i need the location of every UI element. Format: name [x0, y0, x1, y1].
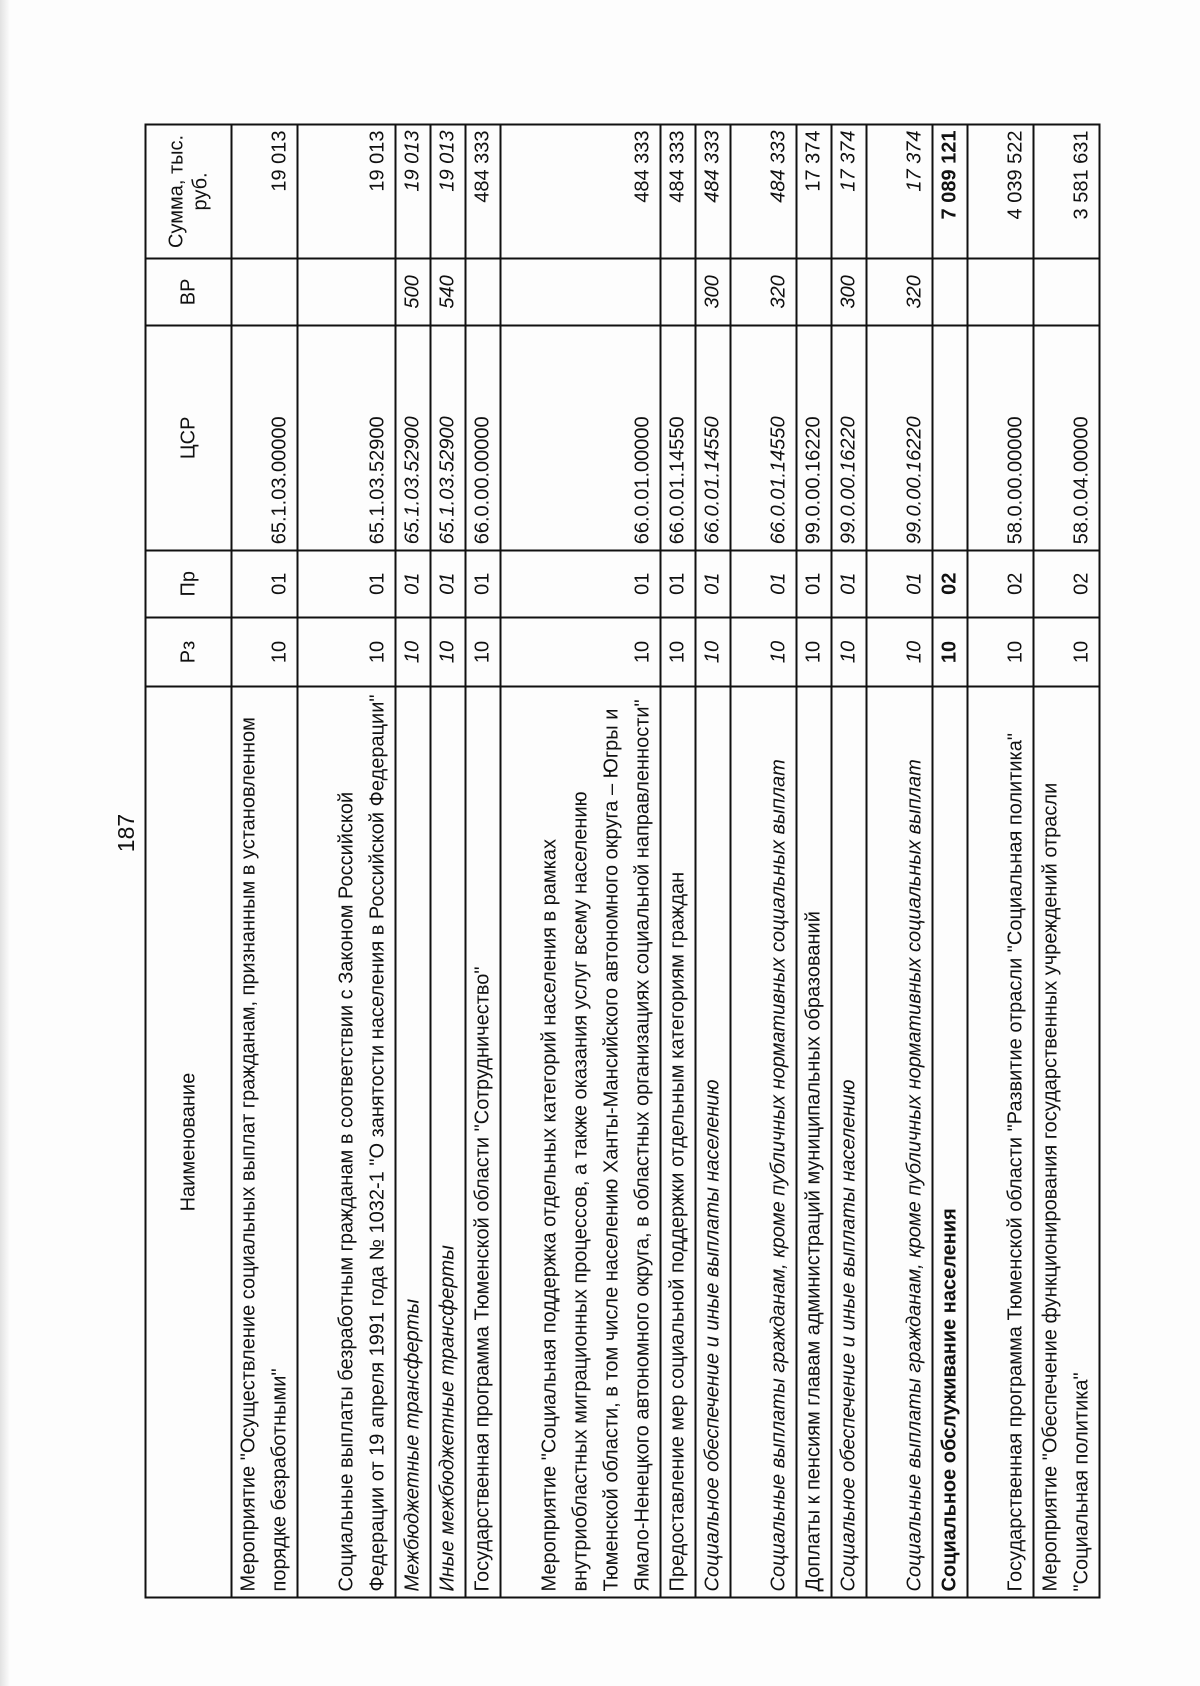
cell-rz: 10: [696, 617, 731, 686]
cell-name: Доплаты к пенсиям главам администраций муниципальных образований: [797, 687, 832, 1598]
cell-sum: 7 089 121: [933, 125, 968, 259]
cell-name: Государственная программа Тюменской области "Развитие отрасли "Социальная политика": [968, 687, 1034, 1598]
cell-pr: 01: [298, 550, 396, 617]
cell-name: Социальные выплаты гражданам, кроме публичных нормативных социальных выплат: [731, 687, 797, 1598]
header-pr: Пр: [146, 550, 232, 617]
table-row: [968, 125, 1034, 1598]
cell-name: Иные межбюджетные трансферты: [431, 687, 466, 1598]
table-row: [832, 125, 867, 1598]
cell-csr: 99.0.00.16220: [867, 325, 933, 550]
cell-rz: 10: [731, 617, 797, 686]
table-row: [431, 125, 466, 1598]
table-row: [396, 125, 431, 1598]
cell-rz: 10: [797, 617, 832, 686]
table-row: [1034, 125, 1100, 1598]
cell-pr: 01: [396, 550, 431, 617]
cell-csr: 66.0.01.14550: [731, 325, 797, 550]
cell-vr: [1034, 258, 1100, 325]
cell-rz: 10: [501, 617, 661, 686]
cell-csr: 65.1.03.52900: [431, 325, 466, 550]
table-row: [731, 125, 797, 1598]
cell-pr: 01: [797, 550, 832, 617]
budget-table: [145, 124, 1101, 1599]
cell-rz: 10: [396, 617, 431, 686]
cell-sum: 19 013: [232, 125, 298, 259]
table-header-row: [146, 125, 232, 1598]
cell-csr: 58.0.04.00000: [1034, 325, 1100, 550]
cell-csr: 65.1.03.52900: [298, 325, 396, 550]
cell-sum: 484 333: [696, 125, 731, 259]
cell-name: Социальные выплаты безработным гражданам в соответствии с Законом Российской Федерации от 19 апреля 1991 года № 1032-1 "О занятости населения в Российской Федерации": [298, 687, 396, 1598]
cell-name: Предоставление мер социальной поддержки отдельным категориям граждан: [661, 687, 696, 1598]
cell-csr: 66.0.01.14550: [661, 325, 696, 550]
table-row: [797, 125, 832, 1598]
budget-table-rotated: [145, 124, 1093, 1599]
cell-pr: 01: [731, 550, 797, 617]
cell-pr: 01: [431, 550, 466, 617]
cell-sum: 17 374: [797, 125, 832, 259]
cell-vr: 500: [396, 258, 431, 325]
cell-name: Социальное обеспечение и иные выплаты населению: [832, 687, 867, 1598]
cell-rz: 10: [832, 617, 867, 686]
header-vr: ВР: [146, 258, 232, 325]
header-csr: ЦСР: [146, 325, 232, 550]
cell-name: Мероприятие "Социальная поддержка отдельных категорий населения в рамках внутриобластных миграционных процессов, а также оказания услуг всему населению Тюменской области, в том числе населению Ханты-Мансийского автономного округа – Югры и Ямало-Ненецкого автономного округа, в областных организациях социальной направленности": [501, 687, 661, 1598]
cell-rz: 10: [867, 617, 933, 686]
cell-vr: [232, 258, 298, 325]
cell-sum: 19 013: [396, 125, 431, 259]
cell-vr: [298, 258, 396, 325]
cell-name: Мероприятие "Обеспечение функционирования государственных учреждений отрасли "Социальная политика": [1034, 687, 1100, 1598]
table-row: [501, 125, 661, 1598]
cell-rz: 10: [933, 617, 968, 686]
cell-sum: 484 333: [501, 125, 661, 259]
cell-sum: 484 333: [466, 125, 501, 259]
scan-edge: [0, 0, 10, 1686]
table-row: [933, 125, 968, 1598]
cell-name: Социальные выплаты гражданам, кроме публичных нормативных социальных выплат: [867, 687, 933, 1598]
cell-pr: 01: [232, 550, 298, 617]
table-row: [867, 125, 933, 1598]
cell-vr: 320: [867, 258, 933, 325]
cell-csr: 65.1.03.00000: [232, 325, 298, 550]
cell-vr: [797, 258, 832, 325]
cell-rz: 10: [1034, 617, 1100, 686]
cell-pr: 02: [968, 550, 1034, 617]
cell-vr: [661, 258, 696, 325]
cell-sum: 17 374: [832, 125, 867, 259]
cell-csr: 66.0.00.00000: [466, 325, 501, 550]
cell-pr: 01: [696, 550, 731, 617]
cell-vr: 540: [431, 258, 466, 325]
table-row: [298, 125, 396, 1598]
header-rz: Рз: [146, 617, 232, 686]
cell-vr: [466, 258, 501, 325]
cell-pr: 02: [1034, 550, 1100, 617]
cell-rz: 10: [298, 617, 396, 686]
cell-pr: 01: [501, 550, 661, 617]
cell-pr: 01: [832, 550, 867, 617]
cell-vr: [501, 258, 661, 325]
page-number: 187: [113, 813, 139, 853]
cell-rz: 10: [431, 617, 466, 686]
cell-name: Социальное обслуживание населения: [933, 687, 968, 1598]
cell-pr: 01: [466, 550, 501, 617]
cell-sum: 3 581 631: [1034, 125, 1100, 259]
cell-sum: 4 039 522: [968, 125, 1034, 259]
cell-vr: 320: [731, 258, 797, 325]
table-row: [661, 125, 696, 1598]
cell-name: Социальное обеспечение и иные выплаты населению: [696, 687, 731, 1598]
cell-sum: 17 374: [867, 125, 933, 259]
header-name: Наименование: [146, 687, 232, 1598]
table-row: [466, 125, 501, 1598]
header-sum: Сумма, тыс. руб.: [146, 125, 232, 259]
cell-pr: 02: [933, 550, 968, 617]
table-row: [232, 125, 298, 1598]
cell-name: Мероприятие "Осуществление социальных выплат гражданам, признанным в установленном порядке безработными": [232, 687, 298, 1598]
cell-csr: 99.0.00.16220: [832, 325, 867, 550]
cell-csr: 65.1.03.52900: [396, 325, 431, 550]
cell-rz: 10: [661, 617, 696, 686]
cell-sum: 484 333: [661, 125, 696, 259]
cell-vr: 300: [832, 258, 867, 325]
cell-vr: [933, 258, 968, 325]
cell-pr: 01: [661, 550, 696, 617]
cell-name: Государственная программа Тюменской области "Сотрудничество": [466, 687, 501, 1598]
cell-rz: 10: [968, 617, 1034, 686]
cell-sum: 484 333: [731, 125, 797, 259]
cell-csr: [933, 325, 968, 550]
cell-rz: 10: [466, 617, 501, 686]
cell-sum: 19 013: [298, 125, 396, 259]
cell-csr: 99.0.00.16220: [797, 325, 832, 550]
cell-vr: [968, 258, 1034, 325]
cell-vr: 300: [696, 258, 731, 325]
cell-sum: 19 013: [431, 125, 466, 259]
cell-csr: 66.0.01.14550: [696, 325, 731, 550]
cell-pr: 01: [867, 550, 933, 617]
table-row: [696, 125, 731, 1598]
cell-csr: 66.0.01.00000: [501, 325, 661, 550]
cell-rz: 10: [232, 617, 298, 686]
cell-name: Межбюджетные трансферты: [396, 687, 431, 1598]
cell-csr: 58.0.00.00000: [968, 325, 1034, 550]
